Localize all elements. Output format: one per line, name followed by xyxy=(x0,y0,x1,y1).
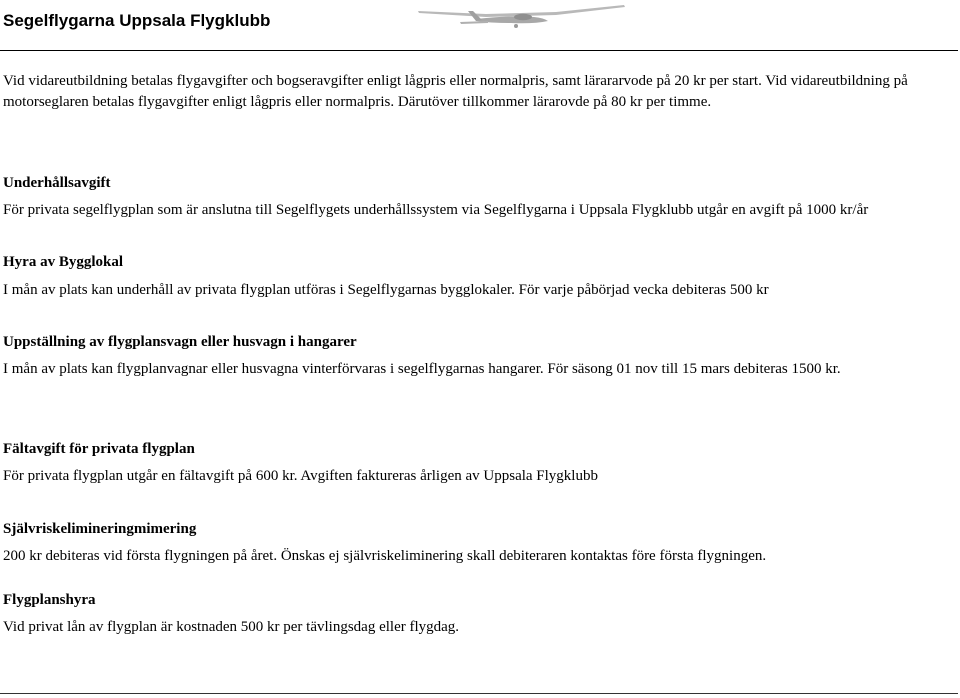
section-text-flygplanshyra: Vid privat lån av flygplan är kostnaden 500 kr per tävlingsdag eller flygdag. xyxy=(3,619,460,635)
section-heading-flygplanshyra: Flygplanshyra xyxy=(3,592,96,608)
glider-icon xyxy=(416,2,626,36)
section-heading-sjalvrisk: Självriskelimineringmimering xyxy=(3,521,197,537)
section-text-bygglokal: I mån av plats kan underhåll av privata flygplan utföras i Segelflygarnas bygglokaler. För varje påbörjad vecka debiteras 500 kr xyxy=(3,282,769,298)
intro-paragraph: Vid vidareutbildning betalas flygavgifter och bogseravgifter enligt lågpris eller normalpris, samt lärararvode på 20 kr per start. Vid vidareutbildning på motorseglaren betalas flygavgifter enligt lågpris eller normalpris. Därutöver tillkommer lärarovde på 80 kr per timme. xyxy=(3,73,908,110)
section-text-uppstallning: I mån av plats kan flygplanvagnar eller husvagna vinterförvaras i segelflygarnas hangarer. För säsong 01 nov till 15 mars debiteras 1500 kr. xyxy=(3,361,841,377)
section-heading-bygglokal: Hyra av Bygglokal xyxy=(3,254,124,270)
section-text-underhallsavgift: För privata segelflygplan som är anslutna till Segelflygets underhållssystem via Segelflygarna i Uppsala Flygklubb utgår en avgift på 1000 kr/år xyxy=(3,202,869,218)
footer-divider xyxy=(0,693,958,694)
section-heading-underhallsavgift: Underhållsavgift xyxy=(3,175,111,191)
section-heading-uppstallning: Uppställning av flygplansvagn eller husvagn i hangarer xyxy=(3,334,357,350)
section-text-sjalvrisk: 200 kr debiteras vid första flygningen på året. Önskas ej självriskeliminering skall debiteraren kontaktas före första flygningen. xyxy=(3,548,767,564)
site-title: Segelflygarna Uppsala Flygklubb xyxy=(3,11,271,30)
section-heading-faltavgift: Fältavgift för privata flygplan xyxy=(3,441,195,457)
header-divider xyxy=(0,50,958,51)
section-text-faltavgift: För privata flygplan utgår en fältavgift på 600 kr. Avgiften faktureras årligen av Uppsala Flygklubb xyxy=(3,468,598,484)
